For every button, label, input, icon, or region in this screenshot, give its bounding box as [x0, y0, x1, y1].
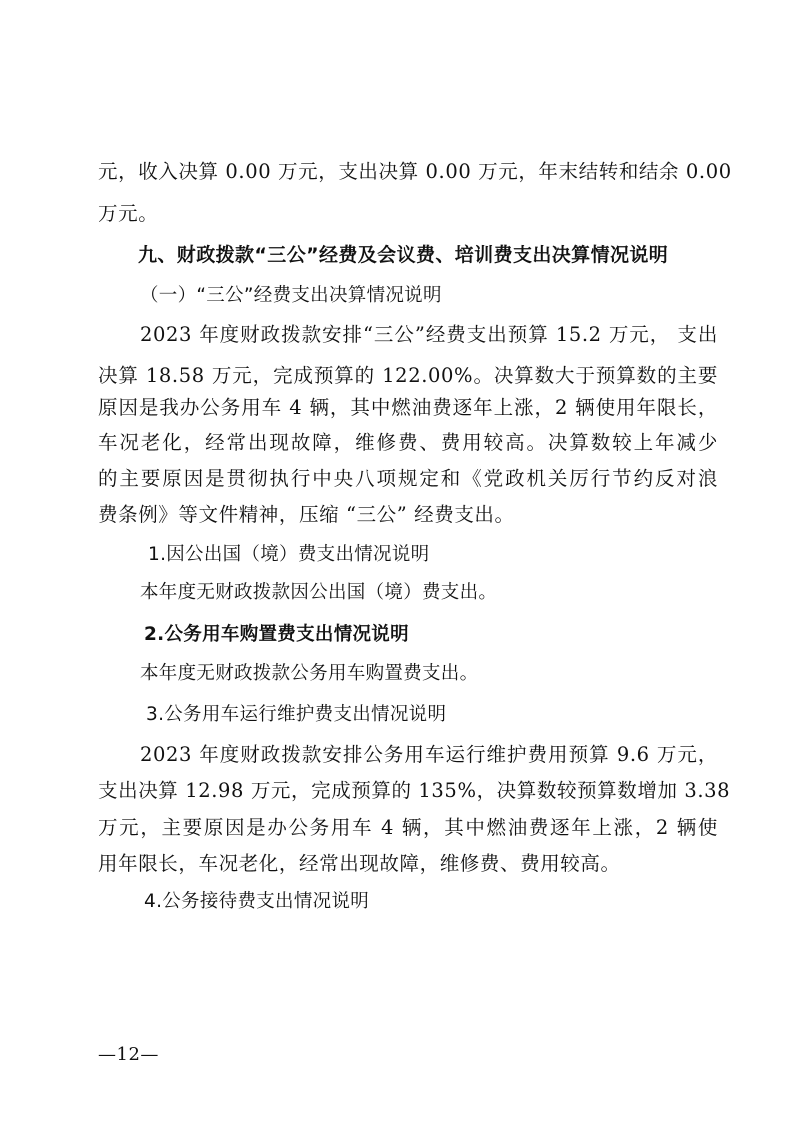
paragraph-line-1: 元，收入决算 0.00 万元，支出决算 0.00 万元，年末结转和结余 0.00: [98, 160, 732, 183]
item-heading-3: 3.公务用车运行维护费支出情况说明: [146, 704, 447, 725]
section-heading-9: 九、财政拨款“三公”经费及会议费、培训费支出决算情况说明: [138, 244, 669, 266]
page-number: —12—: [98, 1044, 159, 1065]
item-text-1: 本年度无财政拨款因公出国（境）费支出。: [140, 582, 498, 603]
paragraph-line-4: 决算 18.58 万元，完成预算的 122.00%。决算数大于预算数的主要: [98, 364, 718, 387]
item-text-2: 本年度无财政拨款公务用车购置费支出。: [140, 663, 479, 684]
subsection-heading-1: （一）“三公”经费支出决算情况说明: [140, 285, 442, 306]
paragraph-line-6: 车况老化，经常出现故障，维修费、费用较高。决算数较上年减少: [98, 431, 718, 454]
paragraph-line-5: 原因是我办公务用车 4 辆，其中燃油费逐年上涨，2 辆使用年限长，: [98, 396, 718, 419]
paragraph-line-7: 的主要原因是贯彻执行中央八项规定和《党政机关厉行节约反对浪: [98, 467, 718, 490]
paragraph-line-3: 2023 年度财政拨款安排“三公”经费支出预算 15.2 万元， 支出: [140, 323, 718, 346]
paragraph-line-12: 用年限长，车况老化，经常出现故障，维修费、费用较高。: [98, 852, 621, 875]
paragraph-line-10: 支出决算 12.98 万元，完成预算的 135%，决算数较预算数增加 3.38: [98, 779, 731, 802]
paragraph-line-11: 万元，主要原因是办公务用车 4 辆，其中燃油费逐年上涨，2 辆使: [98, 816, 718, 839]
paragraph-line-9: 2023 年度财政拨款安排公务用车运行维护费用预算 9.6 万元，: [140, 743, 718, 766]
item-heading-4: 4.公务接待费支出情况说明: [144, 891, 370, 912]
paragraph-line-8: 费条例》等文件精神，压缩 “三公” 经费支出。: [98, 503, 515, 526]
item-heading-1: 1.因公出国（境）费支出情况说明: [148, 544, 430, 565]
item-heading-2: 2.公务用车购置费支出情况说明: [144, 624, 409, 645]
paragraph-line-2: 万元。: [98, 202, 159, 225]
